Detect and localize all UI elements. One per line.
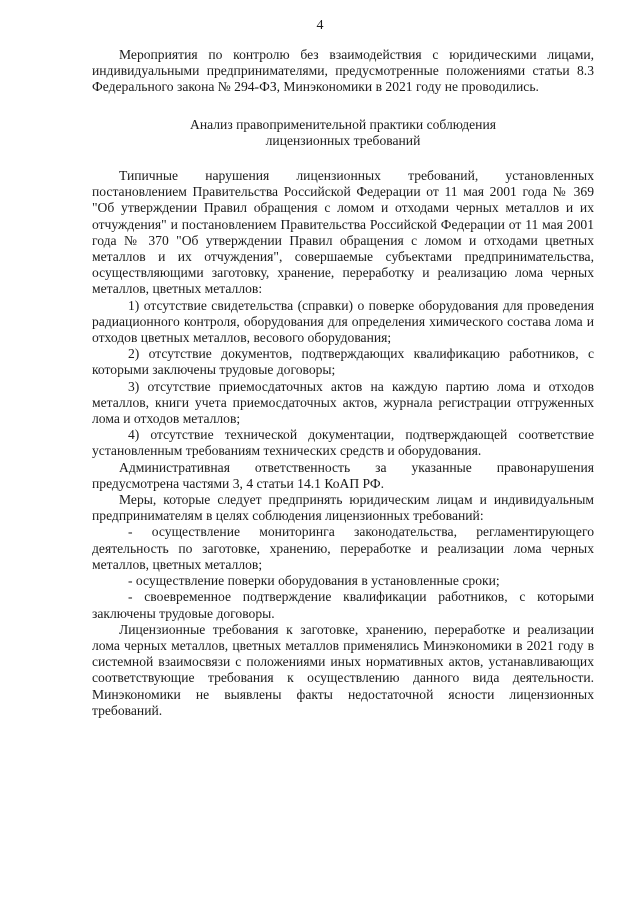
violations-intro-paragraph: Типичные нарушения лицензионных требований, установленных постановлением Правительства Российской Федерации от 11 мая 2001 года № 369 "Об утверждении Правил обращения с ломом и отходами черных металлов и их отчуждения" и постановлением Правительства Российской Федерации от 11 мая 2001 года № 370 "Об утверждении Правил обращения с ломом и отходами цветных металлов и их отчуждения", совершаемые субъектами предпринимательства, осуществляющими заготовку, хранение, переработку и реализацию лома черных металлов, цветных металлов: bbox=[92, 168, 594, 297]
measure-item-3: - своевременное подтверждение квалификации работников, с которыми заключены трудовые договоры. bbox=[92, 589, 594, 621]
violation-item-3: 3) отсутствие приемосдаточных актов на каждую партию лома и отходов металлов, книги учета приемосдаточных актов, журнала регистрации отгруженных лома и отходов металлов; bbox=[92, 378, 594, 427]
conclusion-paragraph: Лицензионные требования к заготовке, хранению, переработке и реализации лома черных металлов, цветных металлов применялись Минэкономики в 2021 году в системной взаимосвязи с положениями иных нормативных актов, устанавливающих соответствующие требования к осуществлению данного вида деятельности. Минэкономики не выявлены факты недостаточной ясности лицензионных требований. bbox=[92, 621, 594, 718]
section-heading-line-2: лицензионных требований bbox=[265, 132, 421, 148]
measures-intro-paragraph: Меры, которые следует предпринять юридическим лицам и индивидуальным предпринимателям в целях соблюдения лицензионных требований: bbox=[92, 492, 594, 524]
liability-paragraph: Административная ответственность за указанные правонарушения предусмотрена частями 3, 4 статьи 14.1 КоАП РФ. bbox=[92, 459, 594, 491]
measure-item-1: - осуществление мониторинга законодательства, регламентирующего деятельность по заготовке, хранению, переработке и реализации лома черных металлов, цветных металлов; bbox=[92, 524, 594, 572]
measure-item-2: - осуществление поверки оборудования в установленные сроки; bbox=[128, 573, 500, 589]
intro-paragraph: Мероприятия по контролю без взаимодействия с юридическими лицами, индивидуальными предпринимателями, предусмотренные положениями статьи 8.3 Федерального закона № 294-ФЗ, Минэкономики в 2021 году не проводились. bbox=[92, 47, 594, 95]
violation-item-4: 4) отсутствие технической документации, подтверждающей соответствие установленным требованиям технических средств и оборудования. bbox=[92, 427, 594, 459]
violation-item-1: 1) отсутствие свидетельства (справки) о поверке оборудования для проведения радиационного контроля, оборудования для определения химического состава лома и отходов цветных металлов, весового оборудования; bbox=[92, 297, 594, 346]
violation-item-2: 2) отсутствие документов, подтверждающих квалификацию работников, с которыми заключены трудовые договоры; bbox=[92, 346, 594, 378]
page-number: 4 bbox=[316, 18, 324, 33]
section-heading bbox=[92, 117, 594, 149]
section-heading-line-1: Анализ правоприменительной практики соблюдения bbox=[190, 116, 496, 132]
document-body bbox=[92, 47, 594, 719]
